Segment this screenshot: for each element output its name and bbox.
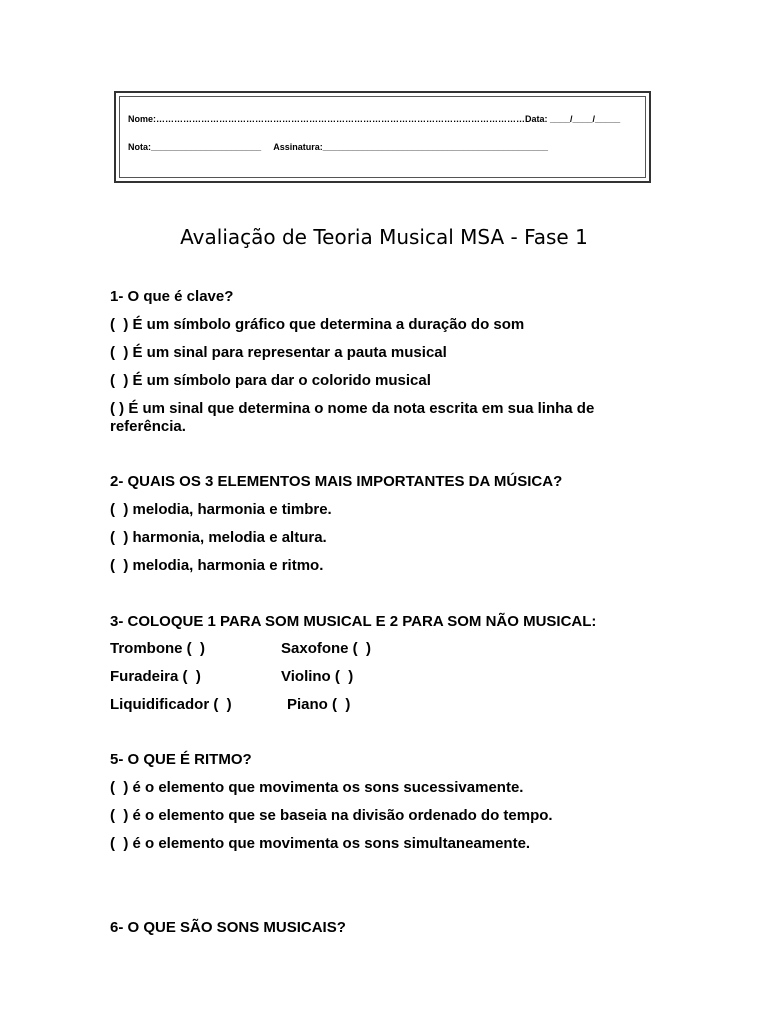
question-1: 1- O que é clave? bbox=[110, 288, 234, 305]
q3-item-piano: Piano ( ) bbox=[287, 696, 351, 713]
student-info-box bbox=[114, 91, 651, 183]
question-2: 2- QUAIS OS 3 ELEMENTOS MAIS IMPORTANTES DA MÚSICA? bbox=[110, 473, 563, 490]
q3-item-furadeira: Furadeira ( ) bbox=[110, 668, 201, 685]
q2-option-3: ( ) melodia, harmonia e ritmo. bbox=[110, 557, 324, 574]
q5-option-3: ( ) é o elemento que movimenta os sons simultaneamente. bbox=[110, 835, 531, 852]
q1-option-1: ( ) É um símbolo gráfico que determina a duração do som bbox=[110, 316, 525, 333]
question-5: 5- O QUE É RITMO? bbox=[110, 751, 252, 768]
q3-item-saxofone: Saxofone ( ) bbox=[281, 640, 372, 657]
student-info-inner-border bbox=[119, 96, 646, 178]
q5-option-1: ( ) é o elemento que movimenta os sons sucessivamente. bbox=[110, 779, 524, 796]
q5-option-2: ( ) é o elemento que se baseia na divisão ordenado do tempo. bbox=[110, 807, 553, 824]
q3-item-liquidificador: Liquidificador ( ) bbox=[110, 696, 232, 713]
q3-item-trombone: Trombone ( ) bbox=[110, 640, 205, 657]
q1-option-4: ( ) É um sinal que determina o nome da nota escrita em sua linha de bbox=[110, 400, 595, 417]
question-3: 3- COLOQUE 1 PARA SOM MUSICAL E 2 PARA SOM NÃO MUSICAL: bbox=[110, 613, 597, 630]
page-title: Avaliação de Teoria Musical MSA - Fase 1 bbox=[180, 225, 588, 249]
q2-option-1: ( ) melodia, harmonia e timbre. bbox=[110, 501, 332, 518]
q1-option-4-continuation: referência. bbox=[110, 418, 186, 435]
q1-option-3: ( ) É um símbolo para dar o colorido musical bbox=[110, 372, 431, 389]
question-6: 6- O QUE SÃO SONS MUSICAIS? bbox=[110, 919, 346, 936]
grade-signature-line: Nota:______________________ Assinatura:_____________________________________________ bbox=[128, 142, 549, 152]
q1-option-2: ( ) É um sinal para representar a pauta musical bbox=[110, 344, 447, 361]
name-date-line: Nome:……………………………………………………………………………………………………………Data: ____/____/_____ bbox=[128, 114, 621, 124]
q3-item-violino: Violino ( ) bbox=[281, 668, 354, 685]
q2-option-2: ( ) harmonia, melodia e altura. bbox=[110, 529, 327, 546]
